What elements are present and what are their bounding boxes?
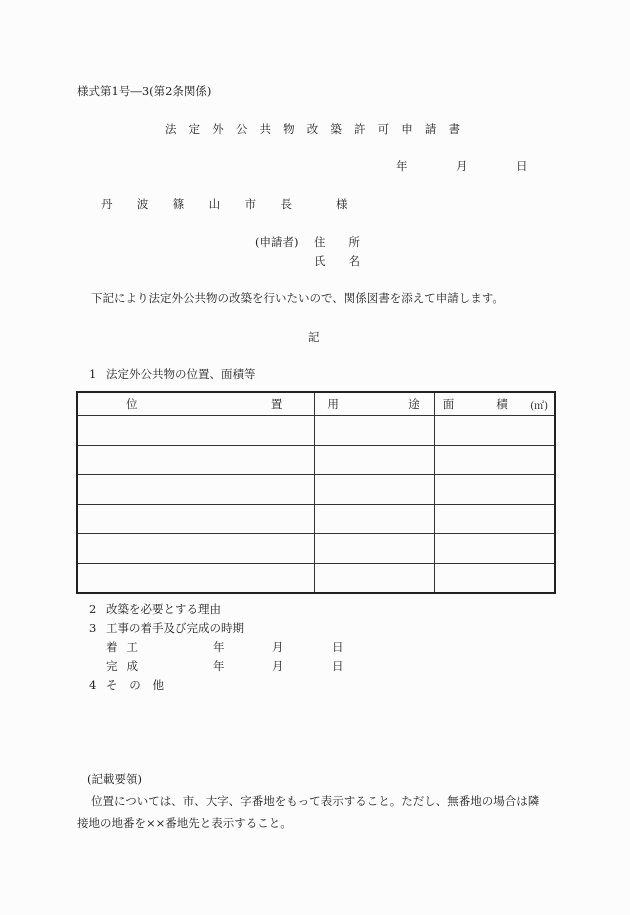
section-4-label: そ の 他 (106, 678, 164, 692)
header-location: 位 置 (77, 392, 315, 416)
section-2-number: 2 (89, 602, 97, 616)
table-row (77, 475, 555, 505)
usage-cell[interactable] (315, 563, 434, 593)
usage-cell[interactable] (315, 534, 434, 564)
location-cell[interactable] (77, 563, 315, 593)
table-row (77, 416, 555, 446)
applicant-label: (申請者) (255, 235, 299, 249)
complete-day: 日 (332, 659, 344, 673)
property-table (76, 391, 556, 594)
form-number: 様式第1号―3(第2条関係) (77, 84, 212, 98)
usage-cell[interactable] (315, 416, 434, 446)
notes-line-1: 位置については、市、大字、字番地をもって表示すること。ただし、無番地の場合は隣 (91, 794, 540, 808)
date-year: 年 (396, 159, 408, 173)
area-cell[interactable] (434, 416, 555, 446)
complete-year: 年 (213, 659, 225, 673)
start-month: 月 (272, 640, 284, 654)
start-label: 着 工 (106, 640, 138, 654)
date-month: 月 (456, 159, 468, 173)
addressee-honorific: 様 (336, 197, 348, 211)
table-row (77, 563, 555, 593)
section-3-number: 3 (89, 621, 97, 635)
location-cell[interactable] (77, 475, 315, 505)
ki-heading: 記 (308, 330, 320, 344)
table-header-row (77, 392, 555, 416)
location-cell[interactable] (77, 416, 315, 446)
notes-line-2: 接地の地番を××番地先と表示すること。 (77, 816, 292, 830)
usage-cell[interactable] (315, 475, 434, 505)
location-cell[interactable] (77, 445, 315, 475)
section-1-number: 1 (89, 367, 97, 381)
area-cell[interactable] (434, 445, 555, 475)
notes-heading: (記載要領) (87, 772, 142, 786)
area-cell[interactable] (434, 475, 555, 505)
section-3-label: 工事の着手及び完成の時期 (106, 621, 244, 635)
complete-month: 月 (272, 659, 284, 673)
table-row (77, 504, 555, 534)
area-cell[interactable] (434, 534, 555, 564)
form-title: 法 定 外 公 共 物 改 築 許 可 申 請 書 (165, 122, 460, 136)
applicant-name-label: 氏 名 (314, 254, 360, 268)
usage-cell[interactable] (315, 504, 434, 534)
applicant-address-label: 住 所 (314, 235, 360, 249)
location-cell[interactable] (77, 504, 315, 534)
header-usage: 用 途 (315, 392, 434, 416)
start-day: 日 (332, 640, 344, 654)
table-row (77, 445, 555, 475)
location-cell[interactable] (77, 534, 315, 564)
section-2-label: 改築を必要とする理由 (106, 602, 221, 616)
intro-text: 下記により法定外公共物の改築を行いたいので、関係図書を添えて申請します。 (91, 291, 504, 305)
area-cell[interactable] (434, 563, 555, 593)
area-cell[interactable] (434, 504, 555, 534)
addressee: 丹 波 篠 山 市 長 (101, 197, 292, 211)
header-area: 面 積 (㎡) (434, 392, 555, 416)
start-year: 年 (213, 640, 225, 654)
section-4-number: 4 (89, 678, 97, 692)
usage-cell[interactable] (315, 445, 434, 475)
table-row (77, 534, 555, 564)
section-1-label: 法定外公共物の位置、面積等 (106, 367, 256, 381)
complete-label: 完 成 (106, 659, 138, 673)
date-day: 日 (516, 159, 528, 173)
